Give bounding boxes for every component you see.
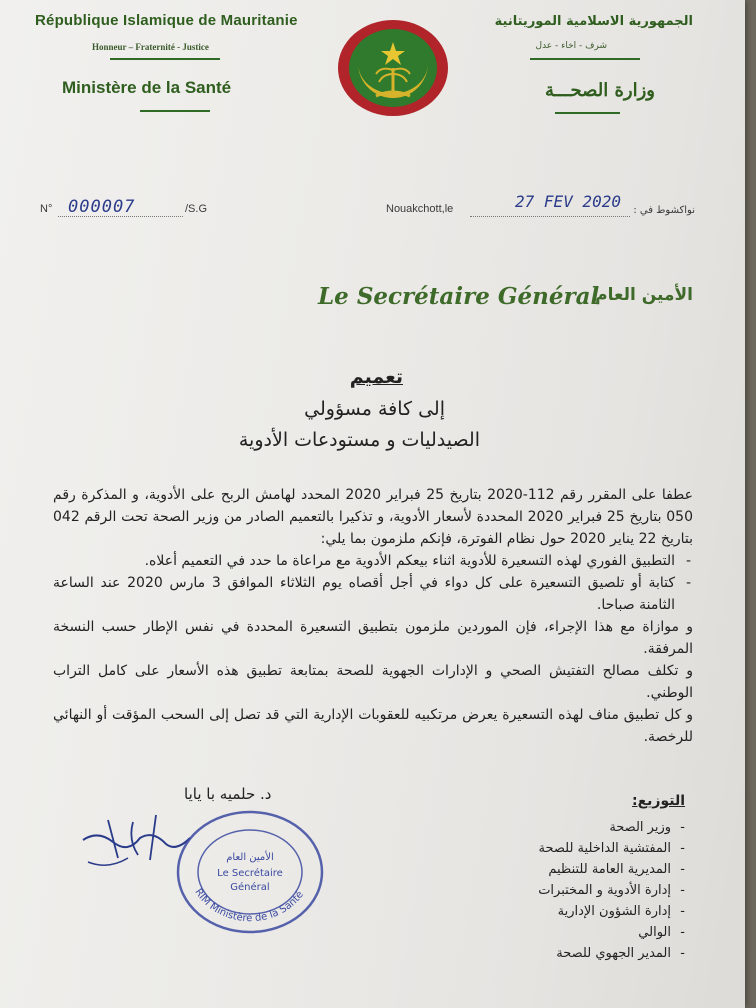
distribution-item: - الوالي	[495, 922, 685, 943]
stamp-ring-text: RIM Ministère de la Santé	[192, 886, 306, 925]
header-divider-fr	[110, 58, 220, 60]
stamp-line-ar: الأمين العام	[226, 852, 274, 863]
signatory-title-ar: الأمين العام	[595, 285, 693, 305]
document-title: تعميم	[349, 366, 403, 388]
date-stamp: 27 FEV 2020	[515, 192, 621, 211]
date-dotted-line	[470, 216, 630, 217]
stamp-line-fr-2: Général	[230, 882, 270, 893]
body-bullet-1: - التطبيق الفوري لهذه التسعيرة للأدوية اثناء بيعكم الأدوية مع مراعاة ما حدد في التعميم أعلاه.	[53, 550, 693, 572]
signatory-name: د. حلميه با يايا	[184, 785, 272, 803]
distribution-heading: التوزيع:	[631, 793, 685, 809]
header-country-fr: République Islamique de Mauritanie	[35, 12, 298, 29]
document-body	[53, 484, 693, 748]
header-ministry-fr: Ministère de la Santé	[62, 78, 232, 97]
national-seal-emblem	[336, 18, 450, 118]
document-subtitle-1: إلى كافة مسؤولي	[304, 398, 445, 420]
document-subtitle-2: الصيدليات و مستودعات الأدوية	[238, 429, 480, 451]
header-country-ar: الجمهورية الاسلامية الموريتانية	[494, 14, 693, 29]
body-paragraph-2: و موازاة مع هذا الإجراء، فإن الموردين ملزمون بتطبيق التسعيرة المحددة في نفس الإطار حسب النسخة المرفقة.	[53, 619, 693, 657]
distribution-item: - المفتشية الداخلية للصحة	[495, 838, 685, 859]
header-underline-fr	[140, 110, 210, 112]
header-motto-fr: Honneur – Fraternité - Justice	[92, 42, 209, 52]
reference-number-suffix: /S.G	[185, 203, 208, 215]
body-paragraph-1: عطفا على المقرر رقم 112-2020 بتاريخ 25 فبراير 2020 المحدد لهامش الربح على الأدوية، و المذكرة رقم 050 بتاريخ 25 فبراير 2020 المحددة لأسعار الأدوية، و تذكيرا بالتعميم الصادر من وزير الصحة تحت الرقم 042 بتاريخ 22 يناير 2020 حول نظام الفوترة، فإنكم ملزمون بما يلي:	[53, 487, 693, 547]
header-underline-ar	[555, 112, 620, 114]
header-ministry-ar: وزارة الصحـــة	[545, 80, 655, 101]
header-divider-ar	[530, 58, 640, 60]
header-motto-ar: شرف - اخاء - عدل	[535, 41, 607, 51]
place-label-fr: Nouakchott,le	[386, 203, 454, 215]
body-paragraph-4: و كل تطبيق مناف لهذه التسعيرة يعرض مرتكبيه للعقوبات الإدارية التي قد تصل إلى السحب المؤقت أو النهائي للرخصة.	[53, 707, 693, 745]
body-bullet-2: - كتابة أو تلصيق التسعيرة على كل دواء في أجل أقصاه يوم الثلاثاء الموافق 3 مارس 2020 عند الساعة الثامنة صباحا.	[53, 572, 693, 616]
distribution-item: - وزير الصحة	[495, 817, 685, 838]
reference-number-label: N°	[40, 203, 53, 215]
distribution-item: - المدير الجهوي للصحة	[495, 943, 685, 964]
reference-number-handwritten: 000007	[68, 197, 136, 217]
signatory-title-fr: Le Secrétaire Général	[318, 283, 600, 310]
official-stamp	[175, 810, 325, 935]
place-label-ar: نواكشوط في :	[633, 205, 695, 216]
distribution-item: - المديرية العامة للتنظيم	[495, 859, 685, 880]
body-paragraph-3: و تكلف مصالح التفتيش الصحي و الإدارات الجهوية للصحة بمتابعة تطبيق هذه الأسعار على كامل التراب الوطني.	[53, 663, 693, 701]
distribution-item: - إدارة الشؤون الإدارية	[495, 901, 685, 922]
stamp-line-fr-1: Le Secrétaire	[217, 868, 283, 879]
distribution-item: - إدارة الأدوية و المختبرات	[495, 880, 685, 901]
distribution-list	[495, 817, 685, 964]
